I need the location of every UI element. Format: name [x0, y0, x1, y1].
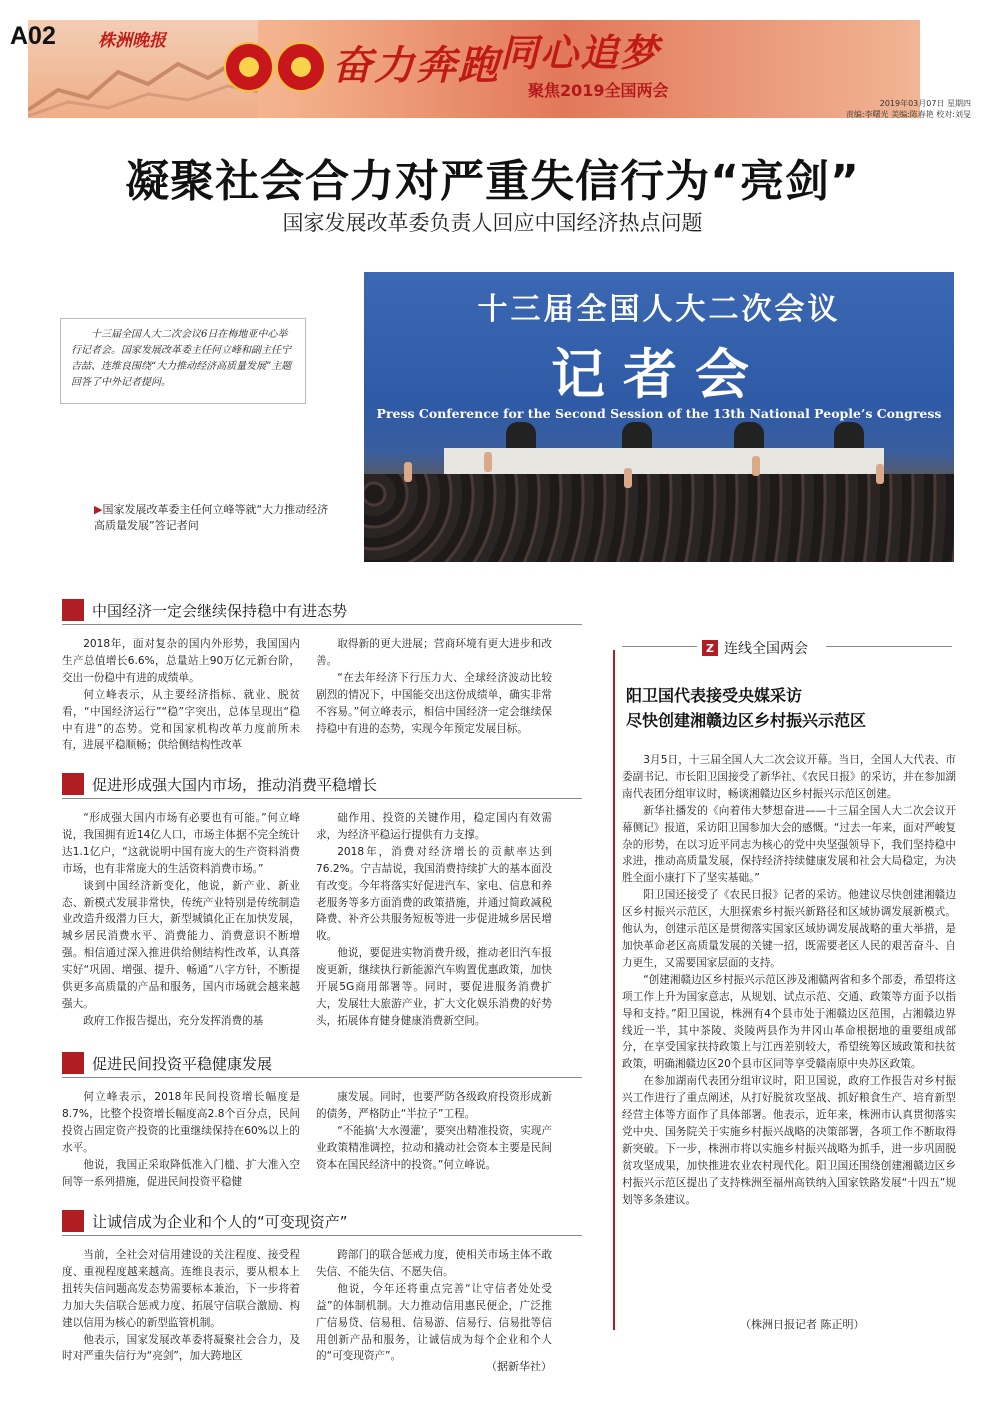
photo-banner-line-3: Press Conference for the Second Session of the 13th National People’s Congress	[376, 406, 942, 421]
cppcc-emblem-icon	[276, 42, 326, 92]
section-rule	[62, 1235, 582, 1236]
sidebar-title-line-1: 阳卫国代表接受央媒采访	[626, 686, 803, 705]
section-title: 促进形成强大国内市场，推动消费平稳增长	[92, 775, 378, 794]
photo-caption-text: 十三届全国人大二次会议6日在梅地亚中心举行记者会。国家发展改革委主任何立峰和副主任宁吉喆、连维良围绕“大力推动经济高质量发展”主题回答了中外记者提问。	[71, 329, 292, 388]
issue-meta	[846, 98, 971, 120]
paragraph: 康发展。同时，也要严防各级政府投资形成新的债务，严格防止“半拉子”工程。	[316, 1091, 552, 1120]
sidebar-divider	[613, 650, 615, 1330]
section-title: 促进民间投资平稳健康发展	[92, 1054, 273, 1073]
sidebar-title-line-2: 尽快创建湘赣边区乡村振兴示范区	[626, 711, 867, 730]
paragraph: 阳卫国还接受了《农民日报》记者的采访。他建议尽快创建湘赣边区乡村振兴示范区，大胆探索乡村振兴新路径和区域协调发展新模式。他认为，创建示范区是贯彻落实国家区域协调发展战略的重大举措，是加快革命老区高质量发展的关键一招，既需要老区人民的艰苦奋斗、自力更生，又需要国家层面的支持。	[622, 889, 956, 969]
press-conference-photo	[364, 272, 954, 562]
paragraph: 他说，要促进实物消费升级，推动老旧汽车报废更新，继续执行新能源汽车购置优惠政策，加快开展5G商用部署等。同时，要促进服务消费扩大，发展壮大旅游产业，扩大文化娱乐消费的好势头，拓展体育健身健康消费新空间。	[316, 947, 552, 1027]
section-4-column-2	[316, 1247, 552, 1365]
raised-hand	[624, 468, 632, 488]
paragraph: “形成强大国内市场有必要也有可能。”何立峰说，我国拥有近14亿人口，市场主体据不完全统计达1.1亿户，“这就说明中国有庞大的生产资料消费市场，也有非常庞大的生活资料消费市场。”	[62, 812, 300, 875]
section-3-column-1	[62, 1089, 300, 1190]
podium-table	[444, 448, 884, 474]
raised-hand	[876, 464, 884, 484]
section-rule	[62, 798, 582, 799]
paragraph: 他说，我国正采取降低准入门槛、扩大准入空间等一系列措施，促进民间投资平稳健	[62, 1158, 300, 1188]
caption-arrow-icon: ▶	[94, 503, 103, 516]
section-4-column-1	[62, 1247, 300, 1365]
section-marker-icon	[62, 773, 84, 795]
paragraph: 何立峰表示，2018年民间投资增长幅度是8.7%，比整个投资增长幅度高2.8个百分点，民间投资占固定资产投资的比重继续保持在60%以上的水平。	[62, 1091, 300, 1154]
paragraph: “在去年经济下行压力大、全球经济波动比较剧烈的情况下，中国能交出这份成绩单，确实非常不容易。”何立峰表示，相信中国经济一定会继续保持稳中有进的态势，实现今年预定发展目标。	[316, 671, 552, 735]
paragraph: 新华社播发的《向着伟大梦想奋进——十三届全国人大二次会议开幕侧记》报道，采访阳卫国参加大会的感慨。“过去一年来，面对严峻复杂的形势，在以习近平同志为核心的党中央坚强领导下，我们坚持稳中求进，推动高质量发展，保持经济持续健康发展和社会大局稳定，为决胜全面小康打下了坚实基础。”	[622, 804, 956, 885]
section-marker-icon	[62, 599, 84, 621]
paragraph: 当前，全社会对信用建设的关注程度、接受程度、重视程度越来越高。连维良表示，要从根本上扭转失信问题高发态势需要标本兼治，下一步将着力加大失信联合惩戒力度、拓展守信联合激励、构建以信用为核心的新型监管机制。	[62, 1249, 300, 1329]
paragraph: “创建湘赣边区乡村振兴示范区涉及湘赣两省和多个部委，希望将这项工作上升为国家意志，从规划、试点示范、交通、政策等方面予以指导和支持。”阳卫国说，株洲有4个县市处于湘赣边区范围，占湘赣边界线近一半，其中茶陵、炎陵两县作为井冈山革命根据地的重要组成部分，在享受国家扶持政策上与江西差别较大，希望统筹区域政策和扶贫政策，明确湘赣边区20个县市区同等享受赣南原中央苏区政策。	[622, 973, 956, 1071]
reporters-crowd	[364, 474, 954, 562]
editor-credits: 责编:李曙光 美编:陈春艳 校对:刘旻	[845, 110, 971, 119]
section-1-column-2	[316, 636, 552, 737]
raised-hand	[484, 452, 492, 472]
section-2-column-2	[316, 810, 552, 1030]
section-header	[62, 1210, 348, 1232]
photo-caption-box	[60, 318, 306, 404]
photo-caption	[94, 502, 330, 534]
sidebar-signature: （株洲日报记者 陈正明）	[740, 1318, 865, 1331]
page-number: A02	[10, 22, 56, 50]
section-3-column-2	[316, 1089, 552, 1174]
section-marker-icon	[62, 1052, 84, 1074]
national-emblem-icon	[224, 42, 274, 92]
section-marker-icon	[62, 1210, 84, 1232]
raised-hand	[404, 462, 412, 482]
photo-banner-line-1: 十三届全国人大二次会议	[477, 292, 841, 327]
slogan-2: 同心追梦	[500, 30, 661, 75]
paragraph: 他表示，国家发展改革委将凝聚社会合力，及时对严重失信行为“亮剑”，加大跨地区	[62, 1333, 300, 1363]
z-badge-icon: Z	[702, 640, 718, 656]
sidebar-rule	[622, 646, 697, 647]
paragraph: 在参加湖南代表团分组审议时，阳卫国说，政府工作报告对乡村振兴工作进行了重点阐述，从打好脱贫攻坚战、抓好粮食生产、培育新型经营主体等方面作了具体部署。他表示，近年来，株洲市认真贯彻落实党中央、国务院关于实施乡村振兴战略的决策部署，各项工作不断取得新突破。下一步，株洲市将以实施乡村振兴战略为抓手，进一步巩固脱贫攻坚成果，加快推进农业农村现代化。阳卫国还围绕创建湘赣边区乡村振兴示范区提出了支持株洲至福州高铁纳入国家铁路发展“十四五”规划等多条建议。	[622, 1075, 956, 1206]
subheadline: 国家发展改革委负责人回应中国经济热点问题	[282, 211, 703, 235]
paragraph: “不能搞‘大水漫灌’，要突出精准投资，实现产业政策精准调控，拉动和撬动社会资本主要是民间资本在国民经济中的投资。”何立峰说。	[316, 1124, 552, 1171]
paragraph: 何立峰表示，从主要经济指标、就业、脱贫看，“中国经济运行”“稳”字突出，总体呈现出“稳中有进”的态势。党和国家机构改革力度前所未有，进展平稳顺畅；供给侧结构性改革	[62, 688, 300, 752]
news-source: （据新华社）	[486, 1360, 552, 1373]
paragraph: 取得新的更大进展；营商环境有更大进步和改善。	[316, 638, 552, 667]
section-rule	[62, 1077, 582, 1078]
paragraph: 谈到中国经济新变化，他说，新产业、新业态、新模式发展非常快，传统产业特别是传统制造业改造升级潜力巨大，新型城镇化正在加快发展，城乡居民消费水平、消费能力、消费意识不断增强。相信通过深入推进供给侧结构性改革，认真落实好“巩固、增强、提升、畅通”八字方针，不断提供更多高质量的产品和服务，国内市场就会越来越强大。	[62, 879, 300, 1010]
raised-hand	[752, 456, 760, 476]
sidebar-article	[622, 752, 956, 1208]
section-header	[62, 773, 377, 795]
section-header	[62, 599, 347, 621]
paragraph: 他说，今年还将重点完善“让守信者处处受益”的体制机制。大力推动信用惠民便企，广泛推广信易贷、信易租、信易游、信易行、信易批等信用创新产品和服务，让诚信成为每个企业和个人的“可变现资产”。	[316, 1282, 552, 1363]
headline: 凝聚社会合力对严重失信行为“亮剑”	[125, 156, 860, 207]
section-header	[62, 1052, 272, 1074]
section-1-column-1	[62, 636, 300, 754]
section-rule	[62, 624, 582, 625]
slogan-1: 奋力奔跑	[332, 42, 500, 89]
sidebar-tag	[702, 638, 808, 658]
photo-caption-short: 国家发展改革委主任何立峰等就“大力推动经济高质量发展”答记者问	[94, 503, 329, 532]
issue-date: 2019年03月07日 星期四	[879, 99, 971, 108]
section-2-column-1	[62, 810, 300, 1030]
masthead	[0, 0, 985, 118]
paper-name: 株洲晚报	[98, 31, 166, 51]
slogan-subtitle: 聚焦2019全国两会	[528, 81, 669, 100]
paragraph: 础作用、投资的关键作用，稳定国内有效需求，为经济平稳运行提供有力支撑。	[316, 812, 552, 841]
section-title: 中国经济一定会继续保持稳中有进态势	[92, 601, 348, 620]
paragraph: 2018年，消费对经济增长的贡献率达到76.2%。宁吉喆说，我国消费持续扩大的基本面没有改变。今年将落实好促进汽车、家电、信息和养老服务等多方面消费的政策措施，并通过简政减税降费、补齐公共服务短板等进一步促进城乡居民增收。	[316, 845, 552, 943]
sidebar-rule	[826, 646, 952, 647]
photo-banner-line-2: 记者会	[551, 342, 767, 406]
great-wall-icon	[28, 50, 258, 118]
section-title: 让诚信成为企业和个人的“可变现资产”	[92, 1212, 348, 1231]
paragraph: 政府工作报告提出，充分发挥消费的基	[83, 1014, 264, 1027]
paragraph: 2018年，面对复杂的国内外形势，我国国内生产总值增长6.6%，总量站上90万亿元新台阶，交出一份稳中有进的成绩单。	[62, 638, 300, 684]
paragraph: 跨部门的联合惩戒力度，使相关市场主体不敢失信、不能失信、不愿失信。	[316, 1249, 552, 1278]
paragraph: 3月5日，十三届全国人大二次会议开幕。当日，全国人大代表、市委副书记、市长阳卫国接受了新华社、《农民日报》的采访，并在参加湖南代表团分组审议时，畅谈湘赣边区乡村振兴示范区创建。	[622, 754, 956, 800]
sidebar-title	[626, 683, 956, 733]
sidebar-tag-label: 连线全国两会	[724, 641, 808, 657]
